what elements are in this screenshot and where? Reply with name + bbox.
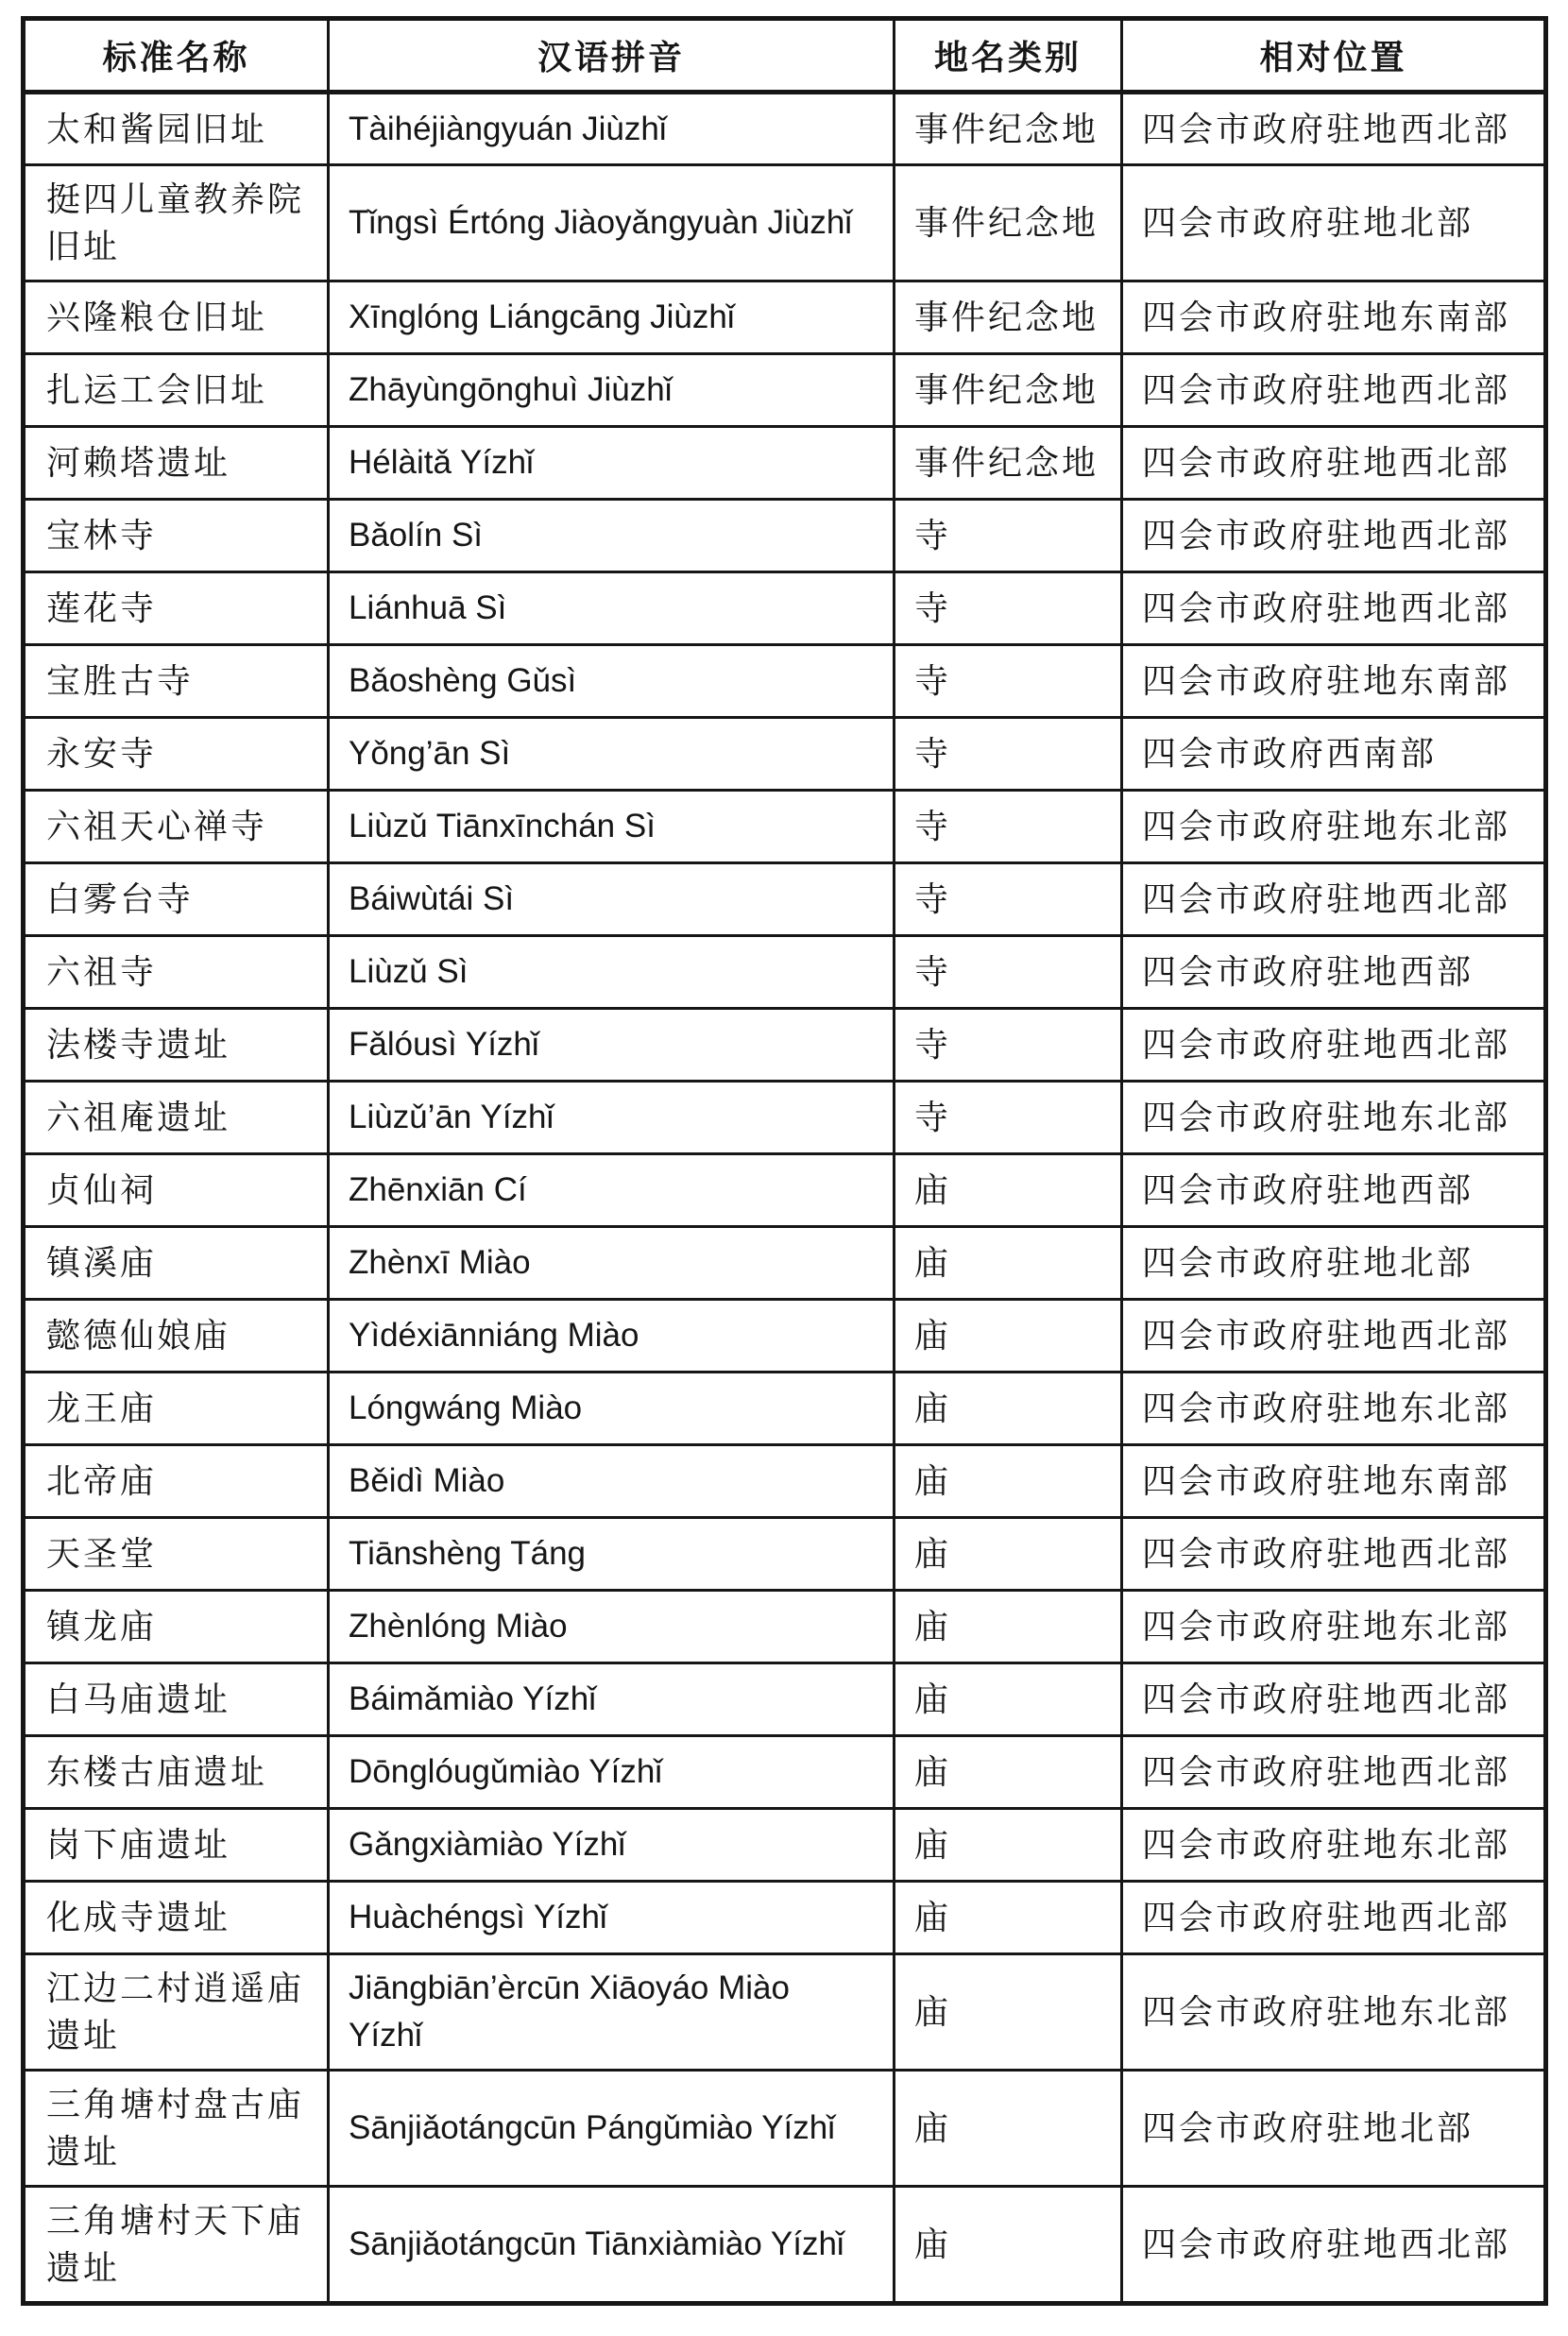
cell-name: 三角塘村盘古庙遗址 bbox=[24, 2071, 329, 2187]
cell-category: 庙 bbox=[895, 2187, 1122, 2304]
table-row bbox=[24, 936, 1546, 1009]
cell-name: 岗下庙遗址 bbox=[24, 1809, 329, 1882]
cell-pinyin: Tǐngsì Értóng Jiàoyǎngyuàn Jiùzhǐ bbox=[329, 165, 895, 281]
table-row bbox=[24, 354, 1546, 427]
table-row bbox=[24, 500, 1546, 572]
cell-name: 江边二村逍遥庙遗址 bbox=[24, 1954, 329, 2071]
cell-name: 东楼古庙遗址 bbox=[24, 1736, 329, 1809]
column-header-category: 地名类别 bbox=[895, 19, 1122, 93]
cell-name: 兴隆粮仓旧址 bbox=[24, 281, 329, 354]
cell-category: 寺 bbox=[895, 645, 1122, 718]
table-row bbox=[24, 863, 1546, 936]
table-row bbox=[24, 2187, 1546, 2304]
cell-pinyin: Bǎolín Sì bbox=[329, 500, 895, 572]
cell-category: 庙 bbox=[895, 1882, 1122, 1954]
column-header-position: 相对位置 bbox=[1122, 19, 1546, 93]
cell-position: 四会市政府驻地北部 bbox=[1122, 1227, 1546, 1300]
cell-position: 四会市政府驻地东北部 bbox=[1122, 1809, 1546, 1882]
table-row bbox=[24, 2071, 1546, 2187]
table-row bbox=[24, 93, 1546, 165]
cell-name: 贞仙祠 bbox=[24, 1154, 329, 1227]
table-row bbox=[24, 1154, 1546, 1227]
cell-position: 四会市政府驻地东北部 bbox=[1122, 1082, 1546, 1154]
cell-position: 四会市政府驻地西部 bbox=[1122, 936, 1546, 1009]
table-row bbox=[24, 1227, 1546, 1300]
cell-category: 庙 bbox=[895, 1227, 1122, 1300]
cell-position: 四会市政府驻地西北部 bbox=[1122, 2187, 1546, 2304]
table-row bbox=[24, 1882, 1546, 1954]
cell-position: 四会市政府驻地西北部 bbox=[1122, 1736, 1546, 1809]
table-header bbox=[24, 19, 1546, 93]
cell-position: 四会市政府驻地东北部 bbox=[1122, 1591, 1546, 1663]
cell-category: 庙 bbox=[895, 1736, 1122, 1809]
table-row bbox=[24, 427, 1546, 500]
cell-name: 三角塘村天下庙遗址 bbox=[24, 2187, 329, 2304]
cell-category: 庙 bbox=[895, 1373, 1122, 1445]
cell-position: 四会市政府驻地西北部 bbox=[1122, 93, 1546, 165]
cell-pinyin: Zhènxī Miào bbox=[329, 1227, 895, 1300]
table-row bbox=[24, 1954, 1546, 2071]
column-header-pinyin: 汉语拼音 bbox=[329, 19, 895, 93]
cell-category: 寺 bbox=[895, 718, 1122, 791]
cell-name: 莲花寺 bbox=[24, 572, 329, 645]
cell-pinyin: Fǎlóusì Yízhǐ bbox=[329, 1009, 895, 1082]
cell-name: 镇溪庙 bbox=[24, 1227, 329, 1300]
cell-pinyin: Hélàitǎ Yízhǐ bbox=[329, 427, 895, 500]
cell-position: 四会市政府驻地东北部 bbox=[1122, 1373, 1546, 1445]
cell-category: 事件纪念地 bbox=[895, 354, 1122, 427]
cell-name: 龙王庙 bbox=[24, 1373, 329, 1445]
cell-category: 事件纪念地 bbox=[895, 427, 1122, 500]
cell-category: 寺 bbox=[895, 500, 1122, 572]
cell-pinyin: Tiānshèng Táng bbox=[329, 1518, 895, 1591]
cell-position: 四会市政府驻地西北部 bbox=[1122, 1009, 1546, 1082]
cell-pinyin: Lóngwáng Miào bbox=[329, 1373, 895, 1445]
cell-pinyin: Báiwùtái Sì bbox=[329, 863, 895, 936]
cell-name: 白马庙遗址 bbox=[24, 1663, 329, 1736]
cell-name: 六祖天心禅寺 bbox=[24, 791, 329, 863]
cell-position: 四会市政府驻地西北部 bbox=[1122, 863, 1546, 936]
cell-category: 庙 bbox=[895, 1591, 1122, 1663]
cell-position: 四会市政府驻地西北部 bbox=[1122, 1882, 1546, 1954]
table-row bbox=[24, 1009, 1546, 1082]
cell-name: 白雾台寺 bbox=[24, 863, 329, 936]
table-row bbox=[24, 645, 1546, 718]
cell-pinyin: Bǎoshèng Gǔsì bbox=[329, 645, 895, 718]
cell-name: 天圣堂 bbox=[24, 1518, 329, 1591]
table-body bbox=[24, 93, 1546, 2304]
cell-position: 四会市政府驻地西北部 bbox=[1122, 572, 1546, 645]
cell-position: 四会市政府驻地东南部 bbox=[1122, 281, 1546, 354]
column-header-name: 标准名称 bbox=[24, 19, 329, 93]
cell-pinyin: Liùzǔ Tiānxīnchán Sì bbox=[329, 791, 895, 863]
cell-name: 扎运工会旧址 bbox=[24, 354, 329, 427]
cell-category: 庙 bbox=[895, 2071, 1122, 2187]
cell-pinyin: Zhāyùngōnghuì Jiùzhǐ bbox=[329, 354, 895, 427]
cell-category: 事件纪念地 bbox=[895, 93, 1122, 165]
cell-name: 永安寺 bbox=[24, 718, 329, 791]
cell-category: 寺 bbox=[895, 936, 1122, 1009]
cell-category: 庙 bbox=[895, 1445, 1122, 1518]
cell-category: 庙 bbox=[895, 1663, 1122, 1736]
cell-position: 四会市政府驻地西北部 bbox=[1122, 354, 1546, 427]
table-row bbox=[24, 1663, 1546, 1736]
cell-position: 四会市政府驻地西北部 bbox=[1122, 1300, 1546, 1373]
cell-name: 镇龙庙 bbox=[24, 1591, 329, 1663]
cell-name: 六祖庵遗址 bbox=[24, 1082, 329, 1154]
cell-name: 宝胜古寺 bbox=[24, 645, 329, 718]
cell-pinyin: Gǎngxiàmiào Yízhǐ bbox=[329, 1809, 895, 1882]
cell-pinyin: Běidì Miào bbox=[329, 1445, 895, 1518]
cell-position: 四会市政府驻地东北部 bbox=[1122, 791, 1546, 863]
cell-pinyin: Liùzǔ’ān Yízhǐ bbox=[329, 1082, 895, 1154]
cell-category: 庙 bbox=[895, 1954, 1122, 2071]
cell-position: 四会市政府驻地北部 bbox=[1122, 165, 1546, 281]
cell-pinyin: Yǒng’ān Sì bbox=[329, 718, 895, 791]
cell-name: 挺四儿童教养院旧址 bbox=[24, 165, 329, 281]
table-row bbox=[24, 165, 1546, 281]
cell-pinyin: Huàchéngsì Yízhǐ bbox=[329, 1882, 895, 1954]
cell-position: 四会市政府驻地东南部 bbox=[1122, 645, 1546, 718]
cell-pinyin: Zhènlóng Miào bbox=[329, 1591, 895, 1663]
table-row bbox=[24, 281, 1546, 354]
cell-pinyin: Báimǎmiào Yízhǐ bbox=[329, 1663, 895, 1736]
cell-position: 四会市政府驻地北部 bbox=[1122, 2071, 1546, 2187]
table-row bbox=[24, 1809, 1546, 1882]
cell-position: 四会市政府西南部 bbox=[1122, 718, 1546, 791]
cell-pinyin: Tàihéjiàngyuán Jiùzhǐ bbox=[329, 93, 895, 165]
cell-category: 寺 bbox=[895, 791, 1122, 863]
cell-position: 四会市政府驻地东南部 bbox=[1122, 1445, 1546, 1518]
table-row bbox=[24, 572, 1546, 645]
table-row bbox=[24, 791, 1546, 863]
cell-pinyin: Xīnglóng Liángcāng Jiùzhǐ bbox=[329, 281, 895, 354]
cell-name: 北帝庙 bbox=[24, 1445, 329, 1518]
cell-category: 寺 bbox=[895, 1082, 1122, 1154]
cell-name: 化成寺遗址 bbox=[24, 1882, 329, 1954]
cell-name: 法楼寺遗址 bbox=[24, 1009, 329, 1082]
cell-position: 四会市政府驻地西北部 bbox=[1122, 1518, 1546, 1591]
cell-category: 寺 bbox=[895, 1009, 1122, 1082]
table-row bbox=[24, 1736, 1546, 1809]
cell-category: 庙 bbox=[895, 1300, 1122, 1373]
table-row bbox=[24, 1082, 1546, 1154]
cell-category: 庙 bbox=[895, 1809, 1122, 1882]
cell-position: 四会市政府驻地西北部 bbox=[1122, 1663, 1546, 1736]
cell-category: 寺 bbox=[895, 572, 1122, 645]
cell-pinyin: Yìdéxiānniáng Miào bbox=[329, 1300, 895, 1373]
cell-name: 懿德仙娘庙 bbox=[24, 1300, 329, 1373]
cell-name: 六祖寺 bbox=[24, 936, 329, 1009]
cell-category: 事件纪念地 bbox=[895, 165, 1122, 281]
table-row bbox=[24, 1300, 1546, 1373]
table-row bbox=[24, 1373, 1546, 1445]
cell-category: 庙 bbox=[895, 1518, 1122, 1591]
cell-category: 事件纪念地 bbox=[895, 281, 1122, 354]
header-row bbox=[24, 19, 1546, 93]
cell-position: 四会市政府驻地东北部 bbox=[1122, 1954, 1546, 2071]
cell-pinyin: Zhēnxiān Cí bbox=[329, 1154, 895, 1227]
cell-pinyin: Jiāngbiān’èrcūn Xiāoyáo Miào Yízhǐ bbox=[329, 1954, 895, 2071]
cell-position: 四会市政府驻地西部 bbox=[1122, 1154, 1546, 1227]
cell-pinyin: Dōnglóugǔmiào Yízhǐ bbox=[329, 1736, 895, 1809]
cell-pinyin: Liánhuā Sì bbox=[329, 572, 895, 645]
cell-pinyin: Sānjiǎotángcūn Tiānxiàmiào Yízhǐ bbox=[329, 2187, 895, 2304]
cell-pinyin: Sānjiǎotángcūn Pángǔmiào Yízhǐ bbox=[329, 2071, 895, 2187]
cell-category: 庙 bbox=[895, 1154, 1122, 1227]
cell-name: 宝林寺 bbox=[24, 500, 329, 572]
cell-position: 四会市政府驻地西北部 bbox=[1122, 427, 1546, 500]
cell-position: 四会市政府驻地西北部 bbox=[1122, 500, 1546, 572]
cell-pinyin: Liùzǔ Sì bbox=[329, 936, 895, 1009]
table-row bbox=[24, 1591, 1546, 1663]
cell-name: 河赖塔遗址 bbox=[24, 427, 329, 500]
table-row bbox=[24, 1518, 1546, 1591]
table-row bbox=[24, 718, 1546, 791]
place-names-table bbox=[21, 16, 1548, 2306]
cell-category: 寺 bbox=[895, 863, 1122, 936]
cell-name: 太和酱园旧址 bbox=[24, 93, 329, 165]
table-row bbox=[24, 1445, 1546, 1518]
